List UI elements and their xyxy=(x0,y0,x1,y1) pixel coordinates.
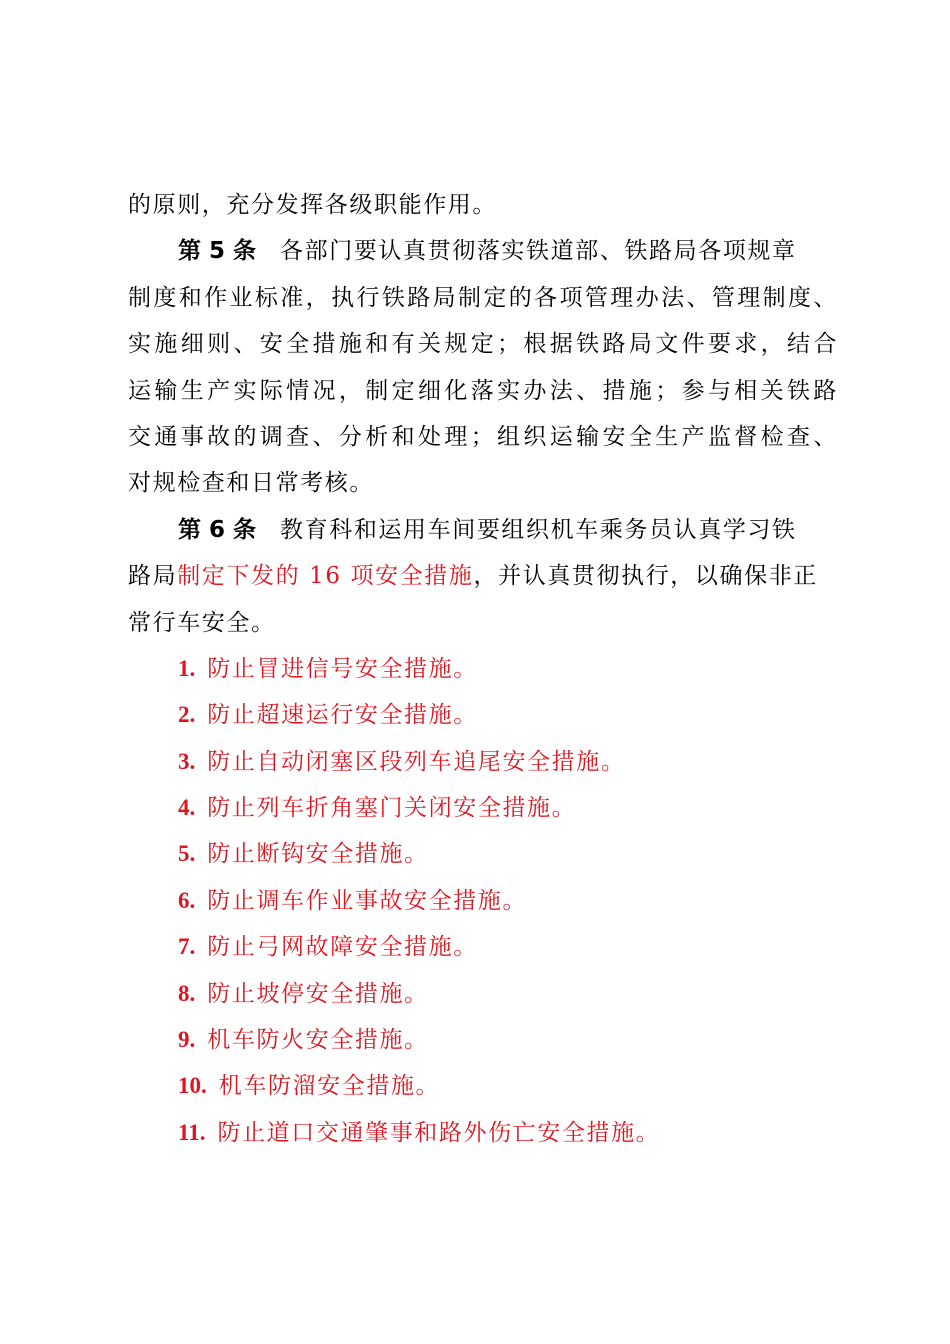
list-item-text: 防止断钩安全措施。 xyxy=(207,841,429,868)
article-5-line-3: 实施细则、安全措施和有关规定；根据铁路局文件要求，结合 xyxy=(128,331,838,358)
article-6-line-2 xyxy=(128,553,838,599)
list-item xyxy=(128,785,838,831)
list-item-number: 3. xyxy=(178,748,196,774)
document-body xyxy=(128,182,838,1156)
list-item-text: 防止坡停安全措施。 xyxy=(207,980,429,1007)
article-5-line-4: 运输生产实际情况，制定细化落实办法、措施；参与相关铁路 xyxy=(128,377,838,404)
list-item xyxy=(128,739,838,785)
list-item-number: 10. xyxy=(178,1073,207,1099)
list-item-number: 6. xyxy=(178,887,196,913)
article-5-line-1 xyxy=(128,228,838,274)
article-6-line-1 xyxy=(128,507,838,553)
article-6 xyxy=(128,507,838,646)
list-item-text: 防止调车作业事故安全措施。 xyxy=(207,887,528,914)
list-item-text: 机车防火安全措施。 xyxy=(207,1027,429,1054)
article-6-line-3: 常行车安全。 xyxy=(128,609,276,636)
article-5-line-6: 对规检查和日常考核。 xyxy=(128,470,374,497)
list-item-text: 防止超速运行安全措施。 xyxy=(207,702,478,729)
article-5-line-2: 制度和作业标准，执行铁路局制定的各项管理办法、管理制度、 xyxy=(128,284,838,311)
article-5-number: 第 5 条 xyxy=(178,238,257,265)
list-item-text: 机车防溜安全措施。 xyxy=(218,1073,441,1100)
list-item xyxy=(128,971,838,1017)
list-item-number: 5. xyxy=(178,841,196,867)
list-item-number: 2. xyxy=(178,702,196,728)
continuation-line: 的原则，充分发挥各级职能作用。 xyxy=(128,192,497,218)
article-5-line-5: 交通事故的调查、分析和处理；组织运输安全生产监督检查、 xyxy=(128,423,838,450)
list-item-number: 11. xyxy=(178,1119,206,1145)
article-6-highlight: 制定下发的 16 项安全措施 xyxy=(177,563,474,590)
list-item xyxy=(128,646,838,692)
list-item-number: 4. xyxy=(178,795,196,821)
list-item-text: 防止冒进信号安全措施。 xyxy=(207,655,478,682)
list-item-text: 防止道口交通肇事和路外伤亡安全措施。 xyxy=(217,1119,661,1146)
list-item xyxy=(128,924,838,970)
list-item xyxy=(128,1063,838,1109)
list-item xyxy=(128,1017,838,1063)
article-5-text-1: 各部门要认真贯彻落实铁道部、铁路局各项规章 xyxy=(280,238,797,265)
article-6-line-2-suffix: ，并认真贯彻执行，以确保非正 xyxy=(473,563,818,590)
list-item-number: 9. xyxy=(178,1027,196,1053)
list-item-text: 防止列车折角塞门关闭安全措施。 xyxy=(207,795,577,822)
article-5 xyxy=(128,228,838,506)
list-item-number: 8. xyxy=(178,980,196,1006)
list-item-number: 1. xyxy=(178,655,196,681)
list-item xyxy=(128,692,838,738)
list-item-text: 防止自动闭塞区段列车追尾安全措施。 xyxy=(207,748,626,775)
article-6-text-1: 教育科和运用车间要组织机车乘务员认真学习铁 xyxy=(280,516,797,543)
article-6-line-2-prefix: 路局 xyxy=(128,563,178,590)
article-6-number: 第 6 条 xyxy=(178,516,257,543)
measures-list xyxy=(128,646,838,1156)
list-item xyxy=(128,878,838,924)
list-item-text: 防止弓网故障安全措施。 xyxy=(207,934,478,961)
list-item xyxy=(128,1110,838,1156)
list-item-number: 7. xyxy=(178,934,196,960)
list-item xyxy=(128,831,838,877)
